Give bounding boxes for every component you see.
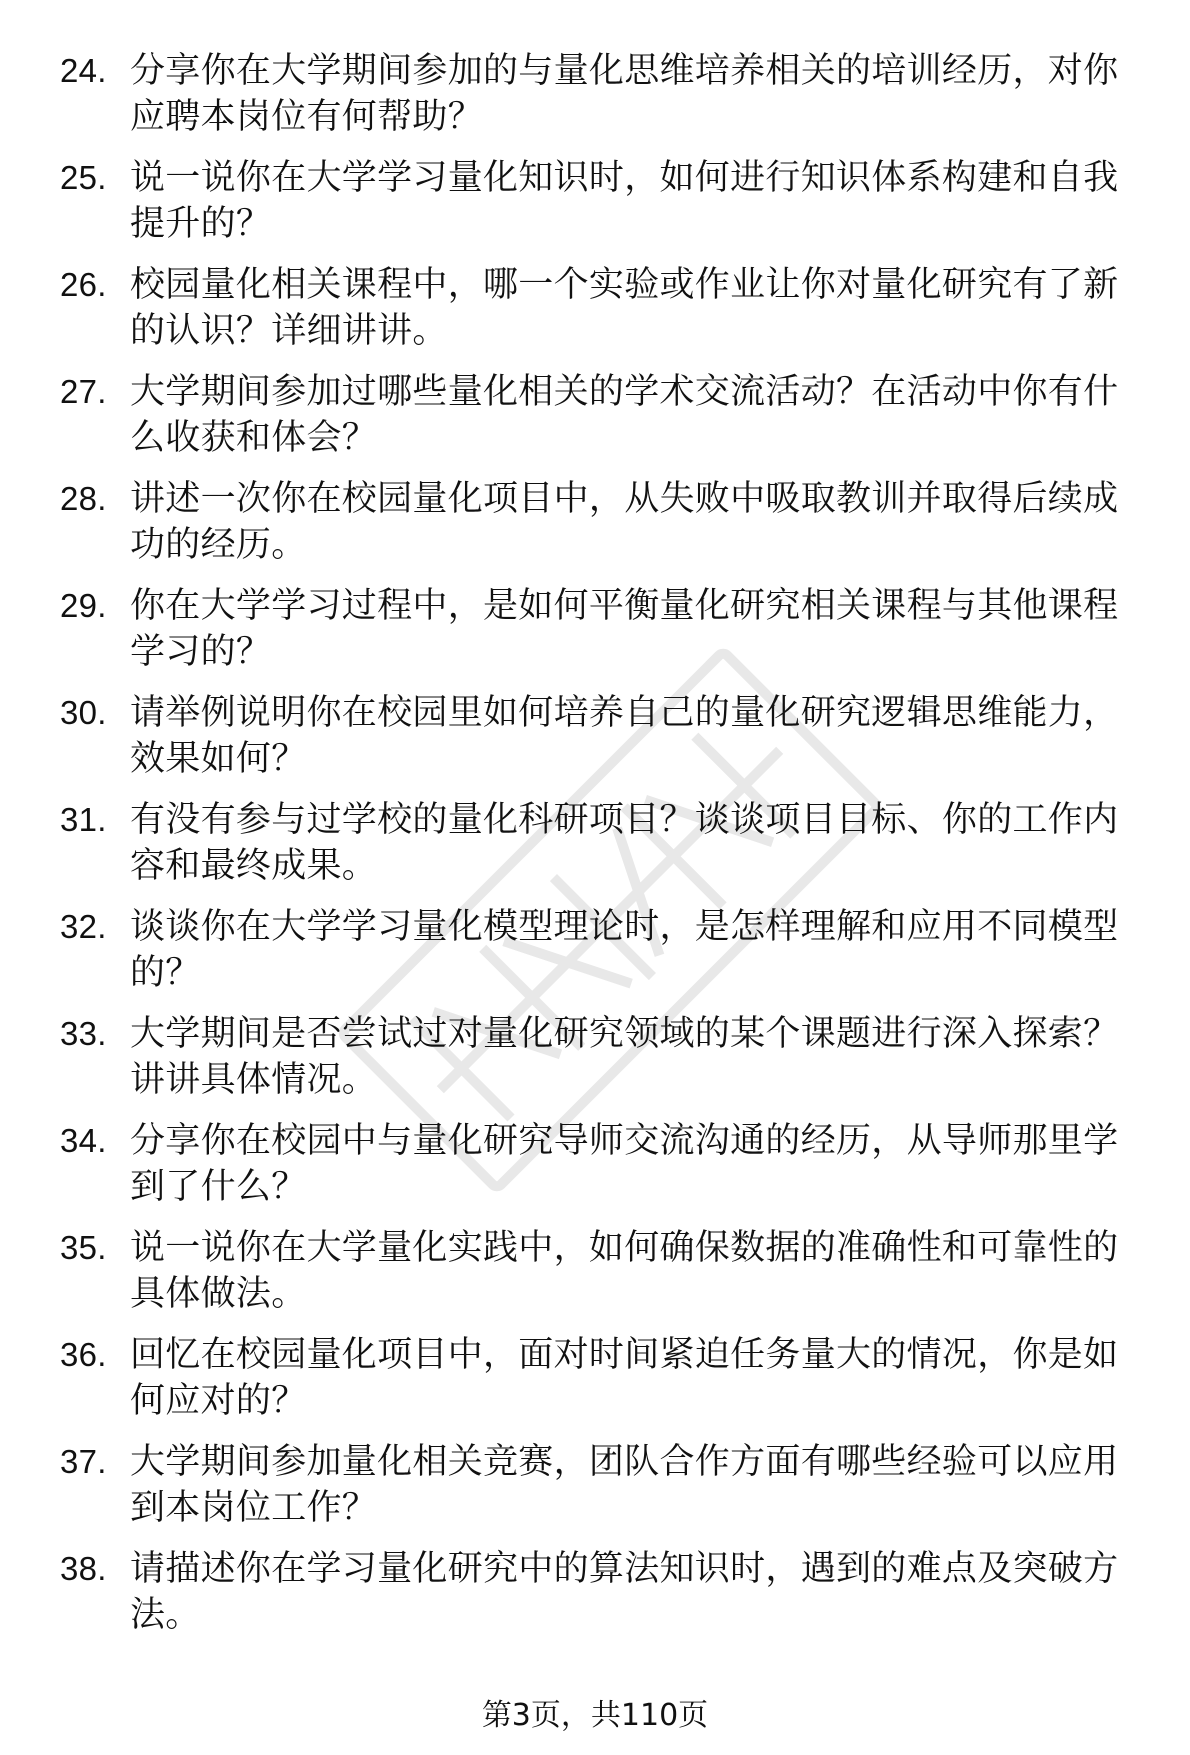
- page-footer: 第3页，共110页: [481, 1698, 709, 1733]
- question-text: 请描述你在学习量化研究中的算法知识时，遇到的难点及突破方法。: [130, 1549, 1119, 1635]
- question-item: [60, 1546, 1150, 1638]
- question-number: 28.: [60, 480, 107, 517]
- question-text: 说一说你在大学学习量化知识时，如何进行知识体系构建和自我提升的？: [130, 158, 1119, 244]
- question-number: 31.: [60, 801, 107, 838]
- question-number: 27.: [60, 373, 107, 410]
- question-text: 大学期间参加过哪些量化相关的学术交流活动？在活动中你有什么收获和体会？: [130, 372, 1119, 458]
- question-number: 32.: [60, 908, 107, 945]
- question-number: 34.: [60, 1122, 107, 1159]
- question-item: [60, 690, 1150, 782]
- question-text: 谈谈你在大学学习量化模型理论时，是怎样理解和应用不同模型的？: [130, 907, 1119, 993]
- question-item: [60, 1225, 1150, 1317]
- question-text: 大学期间参加量化相关竞赛，团队合作方面有哪些经验可以应用到本岗位工作？: [130, 1442, 1119, 1528]
- question-number: 38.: [60, 1550, 107, 1587]
- question-text: 请举例说明你在校园里如何培养自己的量化研究逻辑思维能力，效果如何？: [130, 693, 1119, 779]
- question-number: 29.: [60, 587, 107, 624]
- question-item: [60, 48, 1150, 140]
- question-item: [60, 262, 1150, 354]
- question-number: 36.: [60, 1336, 107, 1373]
- question-text: 讲述一次你在校园量化项目中，从失败中吸取教训并取得后续成功的经历。: [130, 479, 1119, 565]
- question-number: 37.: [60, 1443, 107, 1480]
- question-item: [60, 904, 1150, 996]
- question-text: 有没有参与过学校的量化科研项目？谈谈项目目标、你的工作内容和最终成果。: [130, 800, 1119, 886]
- question-text: 校园量化相关课程中，哪一个实验或作业让你对量化研究有了新的认识？详细讲讲。: [130, 265, 1119, 351]
- question-item: [60, 476, 1150, 568]
- question-text: 说一说你在大学量化实践中，如何确保数据的准确性和可靠性的具体做法。: [130, 1228, 1119, 1314]
- question-text: 你在大学学习过程中，是如何平衡量化研究相关课程与其他课程学习的？: [130, 586, 1119, 672]
- question-text: 分享你在大学期间参加的与量化思维培养相关的培训经历，对你应聘本岗位有何帮助？: [130, 51, 1119, 137]
- question-text: 大学期间是否尝试过对量化研究领域的某个课题进行深入探索？讲讲具体情况。: [130, 1014, 1119, 1100]
- question-text: 分享你在校园中与量化研究导师交流沟通的经历，从导师那里学到了什么？: [130, 1121, 1119, 1207]
- question-number: 35.: [60, 1229, 107, 1266]
- question-text: 回忆在校园量化项目中，面对时间紧迫任务量大的情况，你是如何应对的？: [130, 1335, 1119, 1421]
- question-item: [60, 369, 1150, 461]
- question-item: [60, 797, 1150, 889]
- question-number: 24.: [60, 52, 107, 89]
- question-item: [60, 1332, 1150, 1424]
- question-number: 25.: [60, 159, 107, 196]
- question-item: [60, 1118, 1150, 1210]
- question-number: 26.: [60, 266, 107, 303]
- question-item: [60, 155, 1150, 247]
- question-number: 30.: [60, 694, 107, 731]
- question-number: 33.: [60, 1015, 107, 1052]
- question-item: [60, 583, 1150, 675]
- question-item: [60, 1439, 1150, 1531]
- question-item: [60, 1011, 1150, 1103]
- question-list: [60, 48, 1150, 1653]
